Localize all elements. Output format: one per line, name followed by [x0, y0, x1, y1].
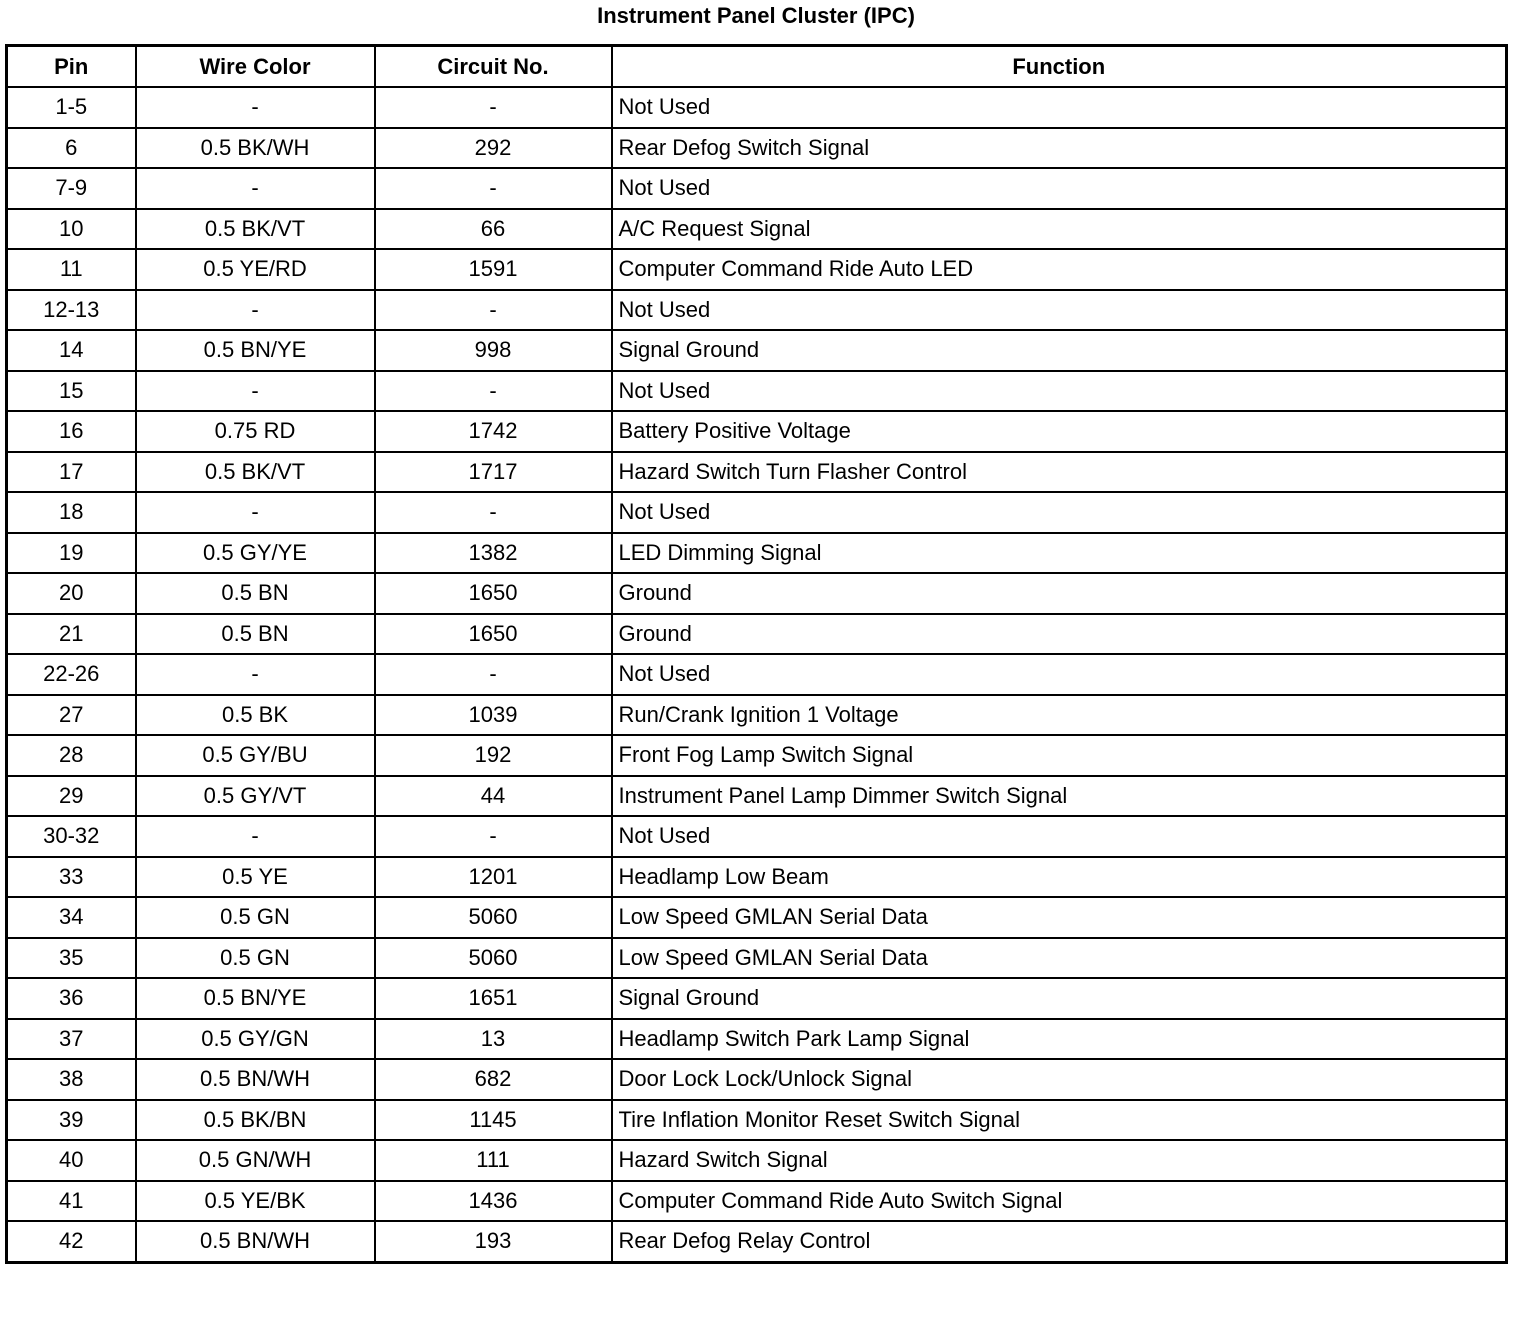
table-row [7, 533, 1507, 574]
table-row [7, 492, 1507, 533]
pin-cell: 18 [7, 492, 136, 533]
pin-cell: 21 [7, 614, 136, 655]
circuit-cell: - [375, 816, 612, 857]
function-cell: Not Used [612, 87, 1507, 128]
table-row [7, 1059, 1507, 1100]
pin-cell: 19 [7, 533, 136, 574]
wire-color-cell: 0.5 BK/WH [136, 128, 375, 169]
pin-cell: 22-26 [7, 654, 136, 695]
header-pin: Pin [7, 46, 136, 88]
pin-cell: 12-13 [7, 290, 136, 331]
wire-color-cell: 0.5 GY/BU [136, 735, 375, 776]
function-cell: Ground [612, 614, 1507, 655]
function-cell: Not Used [612, 654, 1507, 695]
wire-color-cell: - [136, 654, 375, 695]
circuit-cell: 111 [375, 1140, 612, 1181]
wire-color-cell: - [136, 168, 375, 209]
connector-pinout-table [5, 44, 1508, 1264]
circuit-cell: - [375, 87, 612, 128]
function-cell: Not Used [612, 816, 1507, 857]
table-row [7, 897, 1507, 938]
circuit-cell: - [375, 168, 612, 209]
circuit-cell: - [375, 290, 612, 331]
wire-color-cell: 0.5 GY/VT [136, 776, 375, 817]
wire-color-cell: 0.5 BN/YE [136, 978, 375, 1019]
table-row [7, 978, 1507, 1019]
function-cell: Low Speed GMLAN Serial Data [612, 897, 1507, 938]
table-row [7, 330, 1507, 371]
pin-cell: 34 [7, 897, 136, 938]
header-function: Function [612, 46, 1507, 88]
pin-cell: 40 [7, 1140, 136, 1181]
table-row [7, 209, 1507, 250]
function-cell: Front Fog Lamp Switch Signal [612, 735, 1507, 776]
wire-color-cell: 0.5 GN [136, 897, 375, 938]
wire-color-cell: 0.5 GN [136, 938, 375, 979]
pin-cell: 1-5 [7, 87, 136, 128]
circuit-cell: 1039 [375, 695, 612, 736]
table-row [7, 695, 1507, 736]
wire-color-cell: 0.5 YE/BK [136, 1181, 375, 1222]
pin-cell: 6 [7, 128, 136, 169]
wire-color-cell: 0.5 BN/WH [136, 1221, 375, 1262]
table-row [7, 654, 1507, 695]
pin-cell: 30-32 [7, 816, 136, 857]
table-body [7, 87, 1507, 1262]
function-cell: Not Used [612, 492, 1507, 533]
table-row [7, 573, 1507, 614]
function-cell: Hazard Switch Turn Flasher Control [612, 452, 1507, 493]
header-circuit-no: Circuit No. [375, 46, 612, 88]
pin-cell: 41 [7, 1181, 136, 1222]
wire-color-cell: 0.5 GY/YE [136, 533, 375, 574]
table-row [7, 1100, 1507, 1141]
function-cell: Rear Defog Switch Signal [612, 128, 1507, 169]
wire-color-cell: 0.5 BN [136, 614, 375, 655]
circuit-cell: 5060 [375, 897, 612, 938]
pin-cell: 15 [7, 371, 136, 412]
function-cell: Signal Ground [612, 978, 1507, 1019]
wire-color-cell: 0.5 BN [136, 573, 375, 614]
table-row [7, 168, 1507, 209]
function-cell: Ground [612, 573, 1507, 614]
wire-color-cell: - [136, 290, 375, 331]
header-wire-color: Wire Color [136, 46, 375, 88]
function-cell: Not Used [612, 290, 1507, 331]
circuit-cell: 13 [375, 1019, 612, 1060]
function-cell: Computer Command Ride Auto Switch Signal [612, 1181, 1507, 1222]
function-cell: LED Dimming Signal [612, 533, 1507, 574]
circuit-cell: 292 [375, 128, 612, 169]
function-cell: Battery Positive Voltage [612, 411, 1507, 452]
wire-color-cell: 0.5 BN/WH [136, 1059, 375, 1100]
circuit-cell: 66 [375, 209, 612, 250]
table-row [7, 1181, 1507, 1222]
function-cell: Not Used [612, 371, 1507, 412]
wire-color-cell: 0.5 BK/BN [136, 1100, 375, 1141]
pin-cell: 20 [7, 573, 136, 614]
table-row [7, 1221, 1507, 1262]
circuit-cell: 1201 [375, 857, 612, 898]
function-cell: Not Used [612, 168, 1507, 209]
circuit-cell: 193 [375, 1221, 612, 1262]
wire-color-cell: 0.5 YE/RD [136, 249, 375, 290]
table-row [7, 128, 1507, 169]
circuit-cell: 1742 [375, 411, 612, 452]
table-row [7, 452, 1507, 493]
circuit-cell: 5060 [375, 938, 612, 979]
function-cell: A/C Request Signal [612, 209, 1507, 250]
function-cell: Instrument Panel Lamp Dimmer Switch Signal [612, 776, 1507, 817]
pin-cell: 42 [7, 1221, 136, 1262]
function-cell: Run/Crank Ignition 1 Voltage [612, 695, 1507, 736]
table-row [7, 614, 1507, 655]
pin-cell: 11 [7, 249, 136, 290]
pin-cell: 37 [7, 1019, 136, 1060]
function-cell: Door Lock Lock/Unlock Signal [612, 1059, 1507, 1100]
circuit-cell: 192 [375, 735, 612, 776]
wire-color-cell: - [136, 492, 375, 533]
circuit-cell: 998 [375, 330, 612, 371]
function-cell: Hazard Switch Signal [612, 1140, 1507, 1181]
function-cell: Headlamp Low Beam [612, 857, 1507, 898]
pin-cell: 33 [7, 857, 136, 898]
circuit-cell: 1651 [375, 978, 612, 1019]
circuit-cell: - [375, 492, 612, 533]
wire-color-cell: 0.75 RD [136, 411, 375, 452]
pin-cell: 29 [7, 776, 136, 817]
pin-cell: 27 [7, 695, 136, 736]
wire-color-cell: 0.5 BN/YE [136, 330, 375, 371]
wire-color-cell: - [136, 87, 375, 128]
table-row [7, 857, 1507, 898]
function-cell: Rear Defog Relay Control [612, 1221, 1507, 1262]
pin-cell: 28 [7, 735, 136, 776]
page-title: Instrument Panel Cluster (IPC) [597, 3, 915, 28]
table-row [7, 938, 1507, 979]
table-row [7, 87, 1507, 128]
circuit-cell: 682 [375, 1059, 612, 1100]
circuit-cell: 1382 [375, 533, 612, 574]
table-row [7, 816, 1507, 857]
circuit-cell: - [375, 654, 612, 695]
wire-color-cell: 0.5 BK [136, 695, 375, 736]
function-cell: Low Speed GMLAN Serial Data [612, 938, 1507, 979]
pin-cell: 14 [7, 330, 136, 371]
wire-color-cell: 0.5 GN/WH [136, 1140, 375, 1181]
pin-cell: 36 [7, 978, 136, 1019]
pin-cell: 39 [7, 1100, 136, 1141]
wire-color-cell: 0.5 BK/VT [136, 452, 375, 493]
function-cell: Tire Inflation Monitor Reset Switch Signal [612, 1100, 1507, 1141]
table-row [7, 290, 1507, 331]
function-cell: Computer Command Ride Auto LED [612, 249, 1507, 290]
circuit-cell: 1145 [375, 1100, 612, 1141]
function-cell: Signal Ground [612, 330, 1507, 371]
circuit-cell: 44 [375, 776, 612, 817]
table-row [7, 1019, 1507, 1060]
table-row [7, 411, 1507, 452]
wire-color-cell: - [136, 816, 375, 857]
wire-color-cell: 0.5 GY/GN [136, 1019, 375, 1060]
circuit-cell: 1650 [375, 573, 612, 614]
table-row [7, 371, 1507, 412]
circuit-cell: 1591 [375, 249, 612, 290]
pin-cell: 38 [7, 1059, 136, 1100]
pin-cell: 16 [7, 411, 136, 452]
wire-color-cell: 0.5 YE [136, 857, 375, 898]
wire-color-cell: 0.5 BK/VT [136, 209, 375, 250]
circuit-cell: - [375, 371, 612, 412]
circuit-cell: 1717 [375, 452, 612, 493]
function-cell: Headlamp Switch Park Lamp Signal [612, 1019, 1507, 1060]
pin-cell: 35 [7, 938, 136, 979]
table-row [7, 249, 1507, 290]
wire-color-cell: - [136, 371, 375, 412]
pin-cell: 7-9 [7, 168, 136, 209]
table-header-row [7, 46, 1507, 88]
table-row [7, 1140, 1507, 1181]
circuit-cell: 1650 [375, 614, 612, 655]
table-row [7, 735, 1507, 776]
circuit-cell: 1436 [375, 1181, 612, 1222]
pin-cell: 17 [7, 452, 136, 493]
pin-cell: 10 [7, 209, 136, 250]
table-row [7, 776, 1507, 817]
